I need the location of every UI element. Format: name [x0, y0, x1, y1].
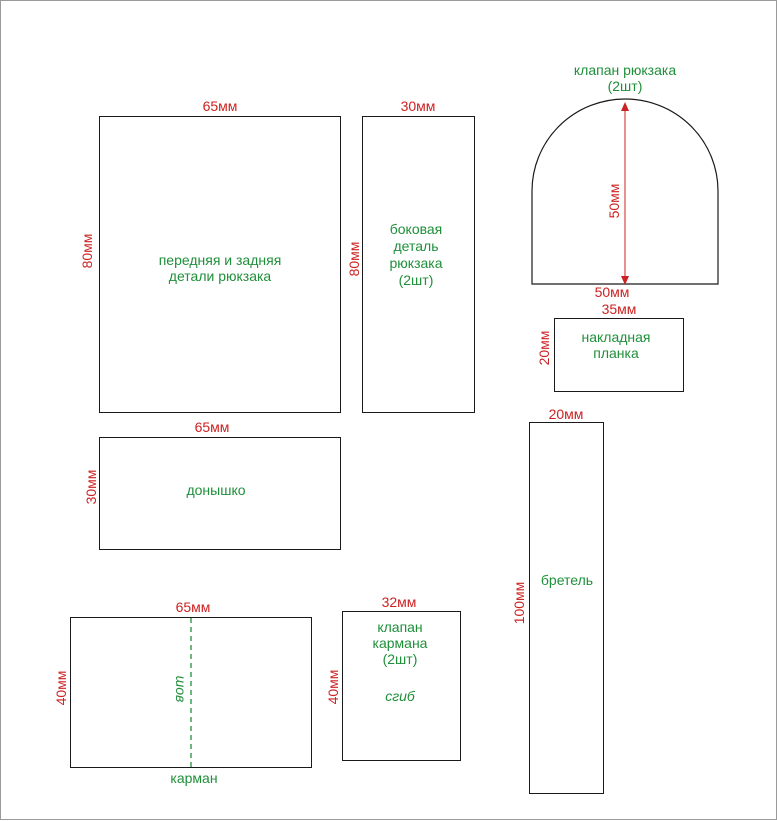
bottom-label: донышко — [186, 482, 246, 498]
flap-height-label: 50мм — [606, 183, 622, 219]
strip-width-label: 35мм — [601, 301, 637, 317]
strap-width-label: 20мм — [548, 406, 584, 422]
flap-width-label: 50мм — [594, 284, 630, 300]
bottom-height-label: 30мм — [83, 469, 99, 505]
pocket-flap-label: клапан кармана (2шт) — [372, 619, 428, 667]
flap-label: клапан рюкзака (2шт) — [573, 62, 677, 94]
strip-label: накладная планка — [581, 329, 651, 361]
pocket-height-label: 40мм — [53, 670, 69, 706]
bottom-width-label: 65мм — [194, 419, 230, 435]
front-back-height-label: 80мм — [79, 233, 95, 269]
front-back-width-label: 65мм — [202, 98, 238, 114]
strap-height-label: 100мм — [511, 581, 527, 625]
side-label: боковая деталь рюкзака (2шт) — [389, 221, 443, 288]
front-back-label: передняя и задняя детали рюкзака — [158, 252, 282, 284]
strap-label: бретель — [540, 572, 594, 588]
pocket-flap-width-label: 32мм — [381, 594, 417, 610]
side-width-label: 30мм — [400, 98, 436, 114]
pocket-flap-height-label: 40мм — [325, 669, 341, 705]
side-height-label: 80мм — [346, 241, 362, 277]
strip-height-label: 20мм — [536, 330, 552, 366]
pocket-seam-label: шов — [173, 675, 189, 703]
pocket-flap-fold-label: сгиб — [385, 688, 415, 704]
pocket-width-label: 65мм — [175, 599, 211, 615]
pocket-label: карман — [170, 770, 218, 786]
